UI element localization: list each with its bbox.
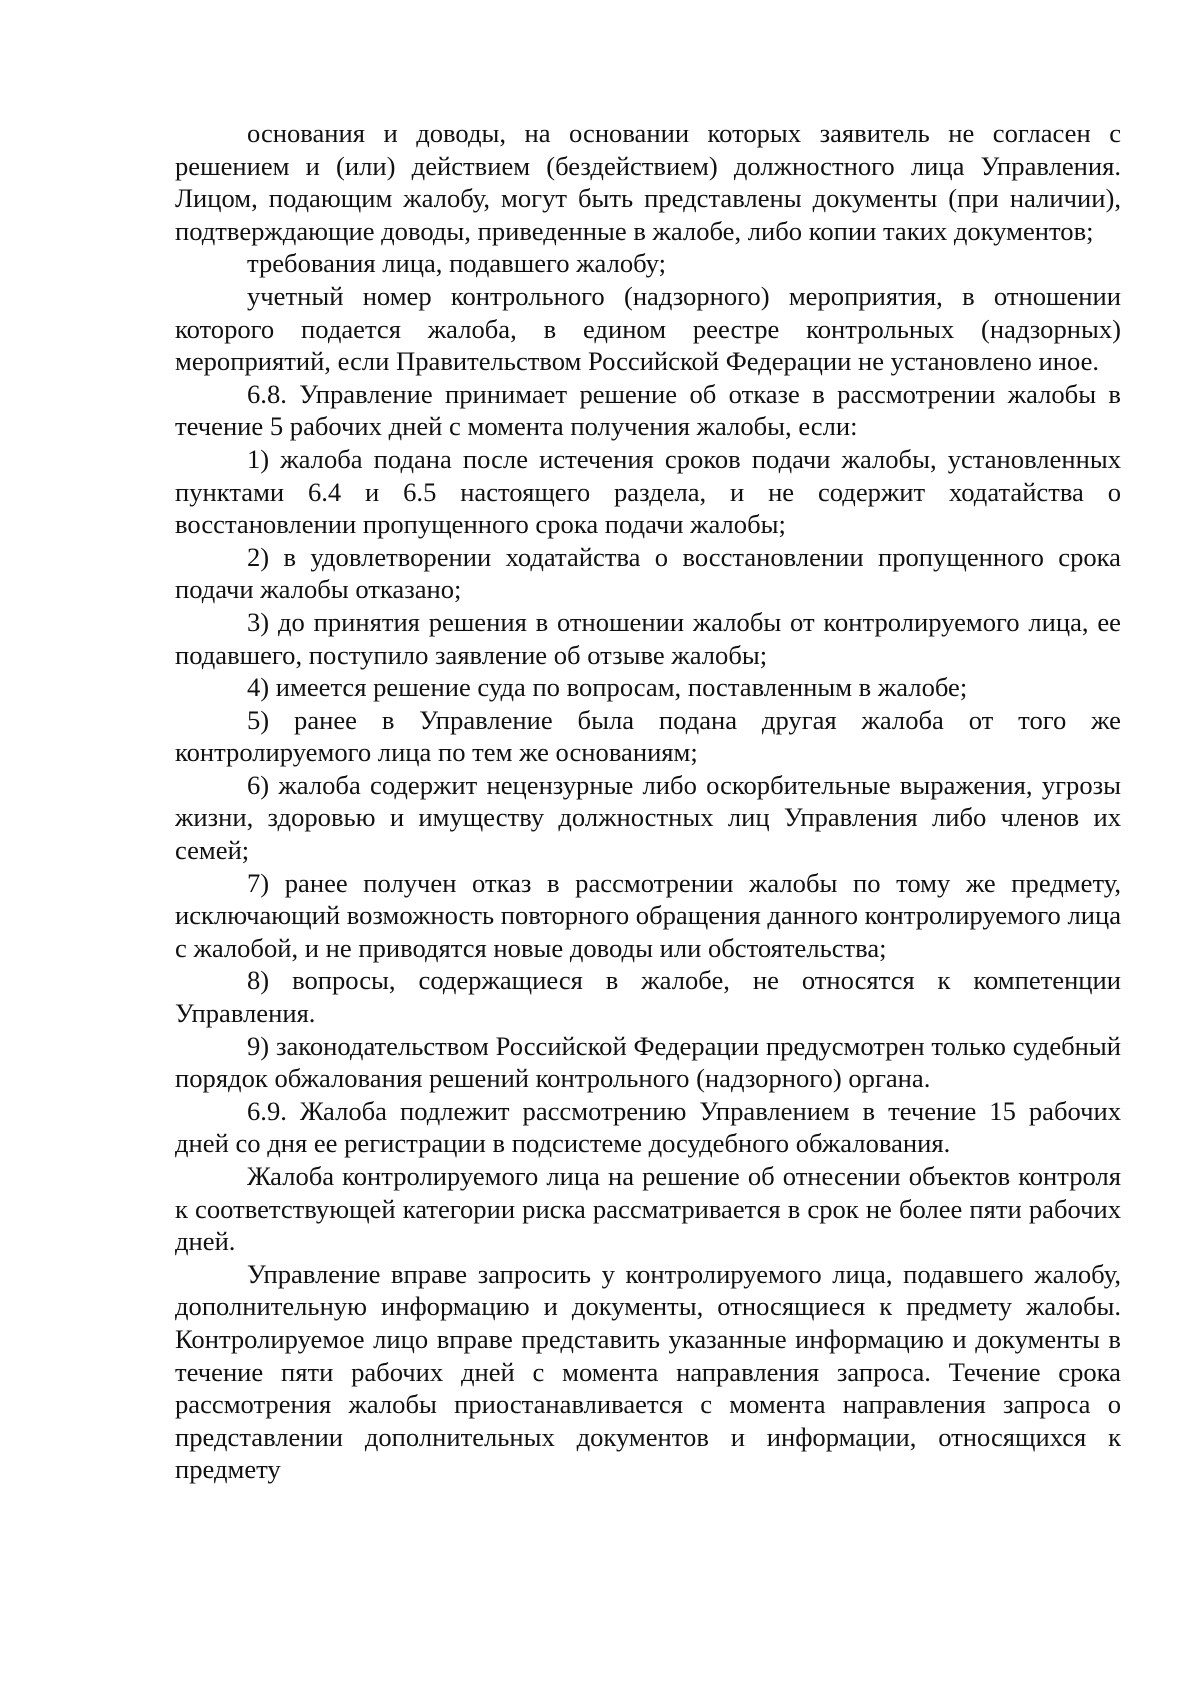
paragraph-6-9-review-term: 6.9. Жалоба подлежит рассмотрению Управлением в течение 15 рабочих дней со дня ее регистрации в подсистеме досудебного обжалования.: [175, 1095, 1121, 1159]
list-item-refusal-1: 1) жалоба подана после истечения сроков подачи жалобы, установленных пунктами 6.4 и 6.5 настоящего раздела, и не содержит ходатайства о восстановлении пропущенного срока подачи жалобы;: [175, 443, 1121, 540]
paragraph-grounds-and-arguments: основания и доводы, на основании которых заявитель не согласен с решением и (или) действием (бездействием) должностного лица Управления. Лицом, подающим жалобу, могут быть представлены документы (при наличии), подтверждающие доводы, приведенные в жалобе, либо копии таких документов;: [175, 118, 1121, 246]
list-item-refusal-6: 6) жалоба содержит нецензурные либо оскорбительные выражения, угрозы жизни, здоровью и имуществу должностных лиц Управления либо членов их семей;: [175, 769, 1121, 866]
paragraph-6-8-refusal: 6.8. Управление принимает решение об отказе в рассмотрении жалобы в течение 5 рабочих дней с момента получения жалобы, если:: [175, 378, 1121, 442]
list-item-refusal-5: 5) ранее в Управление была подана другая жалоба от того же контролируемого лица по тем же основаниям;: [175, 704, 1121, 768]
list-item-refusal-9: 9) законодательством Российской Федерации предусмотрен только судебный порядок обжалования решений контрольного (надзорного) органа.: [175, 1030, 1121, 1094]
document-body: [175, 117, 1121, 1486]
paragraph-additional-information-request: Управление вправе запросить у контролируемого лица, подавшего жалобу, дополнительную информацию и документы, относящиеся к предмету жалобы. Контролируемое лицо вправе представить указанные информацию и документы в течение пяти рабочих дней с момента направления запроса. Течение срока рассмотрения жалобы приостанавливается с момента направления запроса о представлении дополнительных документов и информации, относящихся к предмету: [175, 1258, 1121, 1485]
list-item-refusal-4: 4) имеется решение суда по вопросам, поставленным в жалобе;: [247, 672, 968, 703]
paragraph-risk-category-complaint: Жалоба контролируемого лица на решение об отнесении объектов контроля к соответствующей категории риска рассматривается в срок не более пяти рабочих дней.: [175, 1161, 1121, 1257]
list-item-refusal-3: 3) до принятия решения в отношении жалобы от контролируемого лица, ее подавшего, поступило заявление об отзыве жалобы;: [175, 606, 1121, 670]
list-item-refusal-8: 8) вопросы, содержащиеся в жалобе, не относятся к компетенции Управления.: [175, 965, 1121, 1029]
paragraph-registration-number: учетный номер контрольного (надзорного) мероприятия, в отношении которого подается жалоба, в едином реестре контрольных (надзорных) мероприятий, если Правительством Российской Федерации не установлено иное.: [175, 280, 1121, 377]
list-item-refusal-7: 7) ранее получен отказ в рассмотрении жалобы по тому же предмету, исключающий возможность повторного обращения данного контролируемого лица с жалобой, и не приводятся новые доводы или обстоятельства;: [175, 867, 1121, 963]
list-item-refusal-2: 2) в удовлетворении ходатайства о восстановлении пропущенного срока подачи жалобы отказано;: [175, 541, 1121, 605]
paragraph-complainant-demands: требования лица, подавшего жалобу;: [247, 248, 667, 279]
